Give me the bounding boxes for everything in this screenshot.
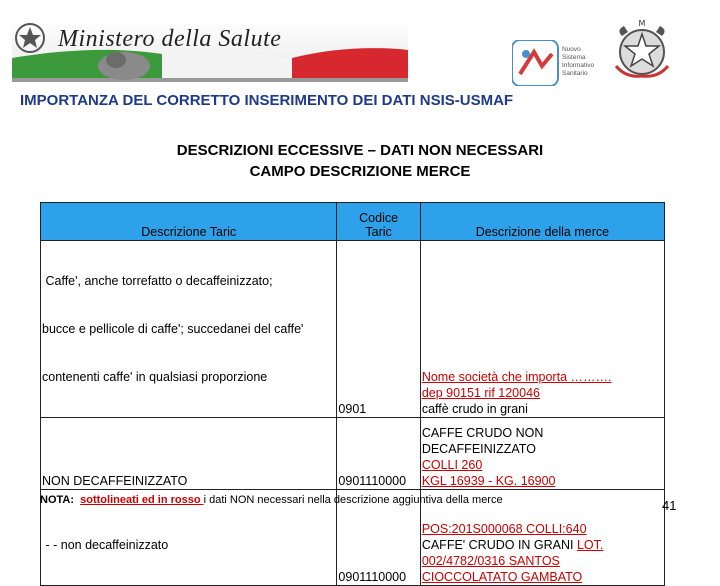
taric-code-cell: 0901 [337,241,420,418]
republic-emblem-icon [12,20,48,56]
taric-code-cell: 0901110000 [337,418,420,490]
header-codice-line: Codice [359,211,399,225]
taric-line: - - non decaffeinizzato [42,538,169,552]
nsis-line: Nuovo [562,46,581,53]
table-row [41,241,665,418]
goods-text: CAFFE CRUDO NON [421,426,544,440]
nsis-line: Informativo [562,62,595,69]
goods-text: CAFFE' CRUDO IN GRANI [421,538,577,552]
note-text: i dati NON necessari nella descrizione aggiuntiva della merce [203,494,503,506]
header-descrizione-taric: Descrizione Taric [41,203,337,241]
taric-code-cell: 0901110000 [337,490,420,586]
ministry-name: Ministero della Salute [58,26,282,52]
goods-text: DECAFFEINIZZATO [421,442,536,456]
header-descrizione-merce: Descrizione della merce [420,203,664,241]
unnecessary-data: KGL 16939 - KG. 16900 [421,474,556,488]
note-highlight: sottolineati ed in rosso [80,494,204,506]
usmaf-emblem-icon [606,16,678,82]
table-row [41,418,665,490]
unnecessary-data: 002/4782/0316 SANTOS [421,554,560,568]
header-codice-taric [337,203,420,241]
svg-text:M: M [638,19,646,28]
unnecessary-data: CIOCCOLATATO GAMBATO [421,570,583,584]
page-title: IMPORTANZA DEL CORRETTO INSERIMENTO DEI DATI NSIS-USMAF [20,92,514,109]
taric-description-cell [41,418,337,490]
page-number: 41 [662,498,677,513]
taric-line: Caffe', anche torrefatto o decaffeinizzato; [42,274,273,288]
footnote [40,494,503,506]
header-codice-line: Taric [365,225,392,239]
unnecessary-data: COLLI 260 [421,458,483,472]
goods-table [40,202,665,586]
goods-description-cell [420,418,664,490]
taric-line: contenenti caffe' in qualsiasi proporzione [42,370,268,384]
goods-text: caffè crudo in grani [421,402,528,416]
unnecessary-data: dep 90151 rif 120046 [421,386,540,400]
unnecessary-data: LOT. [576,538,604,552]
subtitle-line-2: CAMPO DESCRIZIONE MERCE [249,163,471,180]
note-label: NOTA: [40,494,75,506]
unnecessary-data: Nome società che importa ………. [421,370,612,384]
table-header-row [41,203,665,241]
ministry-banner [12,18,408,82]
subtitle-line-1: DESCRIZIONI ECCESSIVE – DATI NON NECESSARI [176,142,544,159]
nsis-line: Sistema [562,54,586,61]
nsis-line: Sanitario [562,70,588,77]
goods-description-cell [420,241,664,418]
taric-line: NON DECAFFEINIZZATO [42,474,188,488]
taric-line: bucce e pellicole di caffe'; succedanei del caffe' [42,322,304,336]
statue-shape [98,52,150,80]
unnecessary-data: POS:201S000068 COLLI:640 [421,522,587,536]
nsis-logo-text [562,46,594,78]
section-subtitle [0,140,720,182]
taric-description-cell [41,241,337,418]
